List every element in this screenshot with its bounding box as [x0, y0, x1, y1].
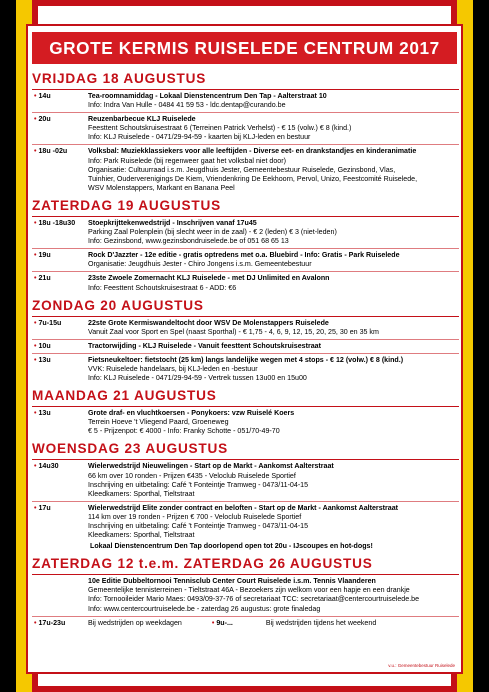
hours-weekday-time-label: 17u-23u: [38, 618, 66, 627]
bullet-icon: •: [34, 218, 37, 227]
event-time: [32, 319, 88, 328]
event-title: Volksbal: Muziekklassiekers voor alle leeftijden - Diverse eet- en drankstandjes en kinderanimatie: [88, 147, 417, 156]
event-detail: Tuinhier, Ouderverenigings De Kiem, Vriendenkring De Eekhoorn, Pervol, Unizo, Feestcomité Ruiselede,: [88, 174, 418, 183]
event-row: [32, 219, 459, 246]
bullet-icon: •: [34, 503, 37, 512]
bullet-icon: •: [34, 251, 37, 260]
day-heading: WOENSDAG 23 AUGUSTUS: [32, 441, 229, 457]
poster-card: [26, 24, 463, 674]
event-description: [88, 577, 459, 613]
hours-weekend-time: [210, 619, 266, 628]
event-detail: 66 km over 10 ronden - Prijzen €435 - Veloclub Ruiselede Sportief: [88, 471, 296, 480]
event-row: [32, 356, 459, 383]
event-detail: Gemeentelijke tennisterreinen - Tieltstraat 46A - Bezoekers zijn welkom voor een hapje en een drankje: [88, 586, 410, 595]
event-detail: Info: Gezinsbond, www.gezinsbondruiselede.be of 051 68 65 13: [88, 237, 289, 246]
event-row: [32, 115, 459, 142]
hours-weekend-text: Bij wedstrijden tijdens het weekend: [265, 618, 377, 627]
event-detail: Vanuit Zaal voor Sport en Spel (naast Sporthal) - € 1,75 - 4, 6, 9, 12, 15, 20, 25, 30 en 35 km: [88, 327, 379, 336]
day-heading: MAANDAG 21 AUGUSTUS: [32, 388, 217, 404]
event-title: Fietsneukeltoer: fietstocht (25 km) langs landelijke wegen met 4 stops - € 12 (volw.) € 8 (kind.): [88, 355, 404, 364]
event-row: [32, 577, 459, 613]
event-time-label: 17u: [38, 503, 51, 512]
event-time-label: 18u -02u: [38, 147, 68, 156]
event-row: [32, 504, 459, 540]
event-divider: [32, 616, 459, 617]
event-time: [32, 504, 88, 513]
event-row: [32, 319, 459, 337]
event-title: Stoepkrijttekenwedstrijd - Inschrijven vanaf 17u45: [88, 218, 257, 227]
opening-hours-row: [32, 619, 459, 628]
event-time-label: 7u-15u: [38, 318, 62, 327]
event-detail: Organisatie: Cultuurraad i.s.m. Jeugdhuis Jester, Gemeentebestuur Ruiselede, Gezinsbond, Vlas,: [88, 165, 396, 174]
event-detail: Info: Park Ruiselede (bij regenweer gaat het volksbal niet door): [88, 156, 286, 165]
event-title: Tea-roomnamiddag - Lokaal Dienstencentrum Den Tap - Aalterstraat 10: [88, 92, 327, 100]
event-time: [32, 251, 88, 260]
event-description: [88, 319, 459, 337]
event-row: [32, 462, 459, 498]
day-heading: ZATERDAG 12 t.e.m. ZATERDAG 26 AUGUSTUS: [32, 556, 373, 572]
event-time-label: 18u -18u30: [38, 218, 76, 227]
event-title: 23ste Zwoele Zomernacht KLJ Ruiselede - met DJ Unlimited en Avalonn: [88, 274, 330, 283]
event-time-label: 13u: [38, 409, 51, 418]
event-description: [88, 274, 459, 292]
event-row: [32, 342, 459, 351]
event-row: [32, 251, 459, 269]
bottom-red-band: [38, 686, 451, 692]
event-time-label: 13u: [38, 355, 51, 364]
event-description: [88, 342, 459, 351]
event-description: [88, 219, 459, 246]
day-divider: [32, 406, 459, 407]
event-detail: Info: Tornooileider Mario Maes: 0493/09-37-76 of secretariaat TCC: secretariaat@centercourtruiselede.be: [88, 595, 420, 604]
event-time: [32, 115, 88, 124]
event-detail: Info: KLJ Ruiselede - 0471/29-94-59 - Vertrek tussen 13u00 en 15u00: [88, 374, 307, 383]
day-divider: [32, 574, 459, 575]
event-description: [88, 147, 459, 192]
event-row: [32, 92, 459, 110]
event-time-label: 19u: [38, 251, 51, 260]
event-detail: Organisatie: Jeugdhuis Jester - Chiro Jongens i.s.m. Gemeentebestuur: [88, 260, 312, 269]
event-divider: [32, 271, 459, 272]
day-heading: VRIJDAG 18 AUGUSTUS: [32, 71, 207, 86]
event-title: Wielerwedstrijd Elite zonder contract en beloften - Start op de Markt - Aankomst Aalterstraat: [88, 503, 399, 512]
poster-title: GROTE KERMIS RUISELEDE CENTRUM 2017: [32, 32, 457, 64]
event-title: 22ste Grote Kermiswandeltocht door WSV De Molenstappers Ruiselede: [88, 318, 329, 327]
day-divider: [32, 459, 459, 460]
day-divider: [32, 216, 459, 217]
event-time-label: 20u: [38, 115, 51, 124]
bullet-icon: •: [34, 355, 37, 364]
hours-weekend-time-label: 9u-...: [216, 618, 233, 627]
event-description: [88, 92, 459, 110]
event-title: Wielerwedstrijd Nieuwelingen - Start op de Markt - Aankomst Aalterstraat: [88, 462, 334, 471]
event-time: [32, 462, 88, 471]
left-black-band: [0, 0, 16, 692]
event-time: [32, 356, 88, 365]
publisher-credit: v.u.: Gemeentebestuur Ruiselede: [388, 663, 455, 668]
event-description: [88, 409, 459, 436]
event-detail: Inschrijving en uitbetaling: Café 't Fonteintje Tramweg - 0473/11-04-15: [88, 522, 309, 530]
event-description: [88, 115, 459, 142]
bullet-icon: •: [34, 274, 37, 283]
event-time-label: 14u30: [38, 462, 59, 471]
event-divider: [32, 144, 459, 145]
event-detail: Info: Feesttent Schoutskruisestraat 6 - ADD: €6: [88, 283, 237, 292]
bullet-icon: •: [34, 147, 37, 156]
bullet-icon: •: [211, 618, 215, 627]
event-title: 10e Editie Dubbeltornooi Tennisclub Center Court Ruiselede i.s.m. Tennis Vlaanderen: [88, 577, 376, 586]
bullet-icon: •: [34, 462, 37, 471]
bullet-icon: •: [34, 115, 37, 124]
event-detail: Info: www.centercourtruiselede.be - zaterdag 26 augustus: grote finaledag: [88, 604, 321, 613]
event-description: [88, 251, 459, 269]
top-red-band: [38, 0, 451, 6]
day-footer-note: Lokaal Dienstencentrum Den Tap doorlopend open tot 20u - IJscoupes en hot-dogs!: [90, 542, 373, 551]
event-time: [32, 219, 88, 228]
event-time: [32, 92, 88, 101]
event-detail: VVK: Ruiselede handelaars, bij KLJ-leden en -bestuur: [88, 364, 258, 373]
event-time-label: 14u: [38, 92, 51, 100]
event-time: [32, 409, 88, 418]
event-detail: € 5 - Prijzenpot: € 4000 - Info: Franky Schotte - 051/70-49-70: [88, 427, 280, 436]
event-title: Reuzenbarbecue KLJ Ruiselede: [88, 115, 196, 124]
event-time: [32, 147, 88, 156]
event-detail: Inschrijving en uitbetaling: Café 't Fonteintje Tramweg - 0473/11-04-15: [88, 480, 309, 489]
event-row: [32, 409, 459, 436]
program-list: [32, 70, 459, 628]
event-divider: [32, 353, 459, 354]
event-time-label: 21u: [38, 274, 51, 283]
event-description: [88, 504, 459, 540]
bullet-icon: •: [34, 92, 37, 100]
bullet-icon: •: [34, 409, 37, 418]
event-detail: Kleedkamers: Sporthal, Tieltstraat: [88, 489, 195, 498]
event-time-label: 10u: [38, 341, 51, 350]
event-divider: [32, 248, 459, 249]
day-divider: [32, 316, 459, 317]
bullet-icon: •: [34, 618, 37, 627]
hours-weekday-time: [32, 619, 88, 628]
day-divider: [32, 89, 459, 90]
event-detail: Info: Indra Van Hulle - 0484 41 59 53 - ldc.dentap@curando.be: [88, 101, 286, 110]
day-heading: ZATERDAG 19 AUGUSTUS: [32, 197, 221, 213]
bullet-icon: •: [34, 341, 37, 350]
event-divider: [32, 339, 459, 340]
event-time: [32, 342, 88, 351]
event-divider: [32, 112, 459, 113]
hours-weekday-text: Bij wedstrijden op weekdagen: [88, 618, 182, 627]
right-black-band: [473, 0, 489, 692]
event-detail: 114 km over 19 ronden - Prijzen € 700 - Veloclub Ruiselede Sportief: [88, 512, 302, 521]
event-row: [32, 147, 459, 192]
event-detail: Parking Zaal Polenplein (bij slecht weer in de zaal) - € 2 (leden) € 3 (niet-leden): [88, 228, 337, 237]
event-description: [88, 356, 459, 383]
event-divider: [32, 501, 459, 502]
event-time: [32, 274, 88, 283]
event-detail: Kleedkamers: Sporthal, Tieltstraat: [88, 531, 195, 540]
bullet-icon: •: [34, 318, 37, 327]
event-detail: Terrein Hoeve 't Vliegend Paard, Groeneweg: [88, 418, 229, 427]
event-row: [32, 274, 459, 292]
day-heading: ZONDAG 20 AUGUSTUS: [32, 297, 204, 313]
event-title: Grote draf- en vluchtkoersen - Ponykoers: vzw Ruiselé Koers: [88, 409, 295, 418]
event-description: [88, 462, 459, 498]
event-detail: Info: KLJ Ruiselede - 0471/29-94-59 - kaarten bij KLJ-leden en bestuur: [88, 133, 311, 142]
event-detail: WSV Molenstappers, Markant en Banana Peel: [88, 183, 235, 192]
event-title: Rock D'Jazzter - 12e editie - gratis optredens met o.a. Bluebird - Info: Gratis - Park Ruiselede: [88, 251, 400, 260]
event-title: Tractorwijding - KLJ Ruiselede - Vanuit feesttent Schoutskruisestraat: [88, 341, 321, 350]
event-detail: Feesttent Schoutskruisestraat 6 (Terreinen Patrick Verhelst) - € 15 (volw.) € 8 (kind.): [88, 124, 352, 133]
